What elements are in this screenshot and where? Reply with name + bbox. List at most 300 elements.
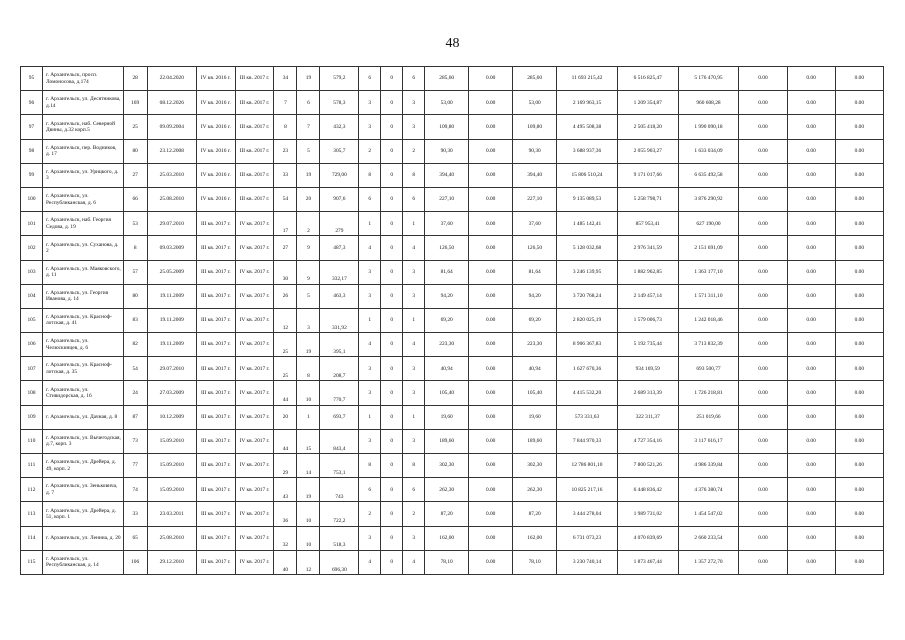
cell-date: 19.11.2009 — [147, 333, 196, 357]
cell-c8: 5 — [297, 284, 320, 308]
cell-addr: г. Архангельск, ул. Зеньковича, д. 7 — [42, 478, 123, 502]
cell-c14: 0.00 — [469, 357, 513, 381]
cell-c7: 23 — [274, 139, 297, 163]
cell-c17: 2 055 903,27 — [617, 139, 678, 163]
cell-c10: 6 — [359, 478, 381, 502]
cell-c7: 33 — [274, 163, 297, 187]
cell-c18: 6 635 492,58 — [678, 163, 739, 187]
cell-c19: 0.00 — [739, 260, 787, 284]
cell-addr: г. Архангельск, ул. Стивидорская, д. 16 — [42, 381, 123, 405]
cell-c8: 19 — [297, 478, 320, 502]
cell-c8: 10 — [297, 526, 320, 550]
cell-c20: 0.00 — [787, 236, 835, 260]
cell-c12: 6 — [403, 187, 425, 211]
cell-c8: 15 — [297, 429, 320, 453]
cell-period_to: IV кв. 2017 г. — [235, 357, 274, 381]
cell-c11: 0 — [381, 502, 403, 526]
cell-c19: 0.00 — [739, 357, 787, 381]
cell-c18: 1 571 311,10 — [678, 284, 739, 308]
cell-period_to: III кв. 2017 г. — [235, 139, 274, 163]
cell-c13: 394,40 — [425, 163, 469, 187]
page-number: 48 — [445, 36, 460, 51]
cell-c18: 4 376 380,74 — [678, 478, 739, 502]
cell-c10: 4 — [359, 333, 381, 357]
cell-c14: 0.00 — [469, 478, 513, 502]
cell-c20: 0.00 — [787, 429, 835, 453]
cell-addr: г. Архангельск, ул. Краснофлотская, д. 41 — [42, 308, 123, 332]
cell-c14: 0.00 — [469, 429, 513, 453]
cell-addr: г. Архангельск, ул. Республиканская, д. 6 — [42, 187, 123, 211]
cell-date: 25.08.2010 — [147, 187, 196, 211]
cell-date: 25.05.2009 — [147, 260, 196, 284]
cell-c21: 0.00 — [835, 405, 883, 429]
cell-date: 09.03.2009 — [147, 236, 196, 260]
cell-c12: 6 — [403, 478, 425, 502]
cell-c21: 0.00 — [835, 381, 883, 405]
cell-year: 25 — [123, 115, 147, 139]
cell-c19: 0.00 — [739, 163, 787, 187]
cell-addr: г. Архангельск, ул. Урицкого, д. 3 — [42, 163, 123, 187]
cell-c16: 3 688 937,36 — [557, 139, 618, 163]
cell-area: 907,6 — [320, 187, 359, 211]
cell-c10: 3 — [359, 260, 381, 284]
cell-c21: 0.00 — [835, 91, 883, 115]
cell-c7: 8 — [274, 115, 297, 139]
cell-area: 729,00 — [320, 163, 359, 187]
cell-c10: 8 — [359, 163, 381, 187]
cell-area: 518,3 — [320, 526, 359, 550]
cell-c16: 573 331,63 — [557, 405, 618, 429]
cell-c13: 94,20 — [425, 284, 469, 308]
cell-period_from: IV кв. 2016 г. — [196, 67, 235, 91]
cell-c16: 5 128 032,68 — [557, 236, 618, 260]
cell-period_from: IV кв. 2016 г. — [196, 91, 235, 115]
cell-c15: 302,30 — [513, 454, 557, 478]
cell-c16: 1 627 670,36 — [557, 357, 618, 381]
cell-year: 80 — [123, 284, 147, 308]
cell-c21: 0.00 — [835, 212, 883, 236]
cell-c18: 627 190,00 — [678, 212, 739, 236]
cell-c19: 0.00 — [739, 502, 787, 526]
cell-year: 106 — [123, 550, 147, 574]
cell-period_from: IV кв. 2016 г. — [196, 115, 235, 139]
cell-c20: 0.00 — [787, 357, 835, 381]
cell-year: 65 — [123, 526, 147, 550]
cell-c13: 40,94 — [425, 357, 469, 381]
cell-c14: 0.00 — [469, 502, 513, 526]
cell-period_to: IV кв. 2017 г. — [235, 236, 274, 260]
cell-c8: 19 — [297, 163, 320, 187]
cell-c10: 6 — [359, 67, 381, 91]
cell-year: 66 — [123, 187, 147, 211]
cell-c19: 0.00 — [739, 381, 787, 405]
cell-c10: 3 — [359, 91, 381, 115]
cell-year: 80 — [123, 139, 147, 163]
cell-addr: г. Архангельск, пер. Водников, д. 17 — [42, 139, 123, 163]
cell-c16: 4 415 532,20 — [557, 381, 618, 405]
cell-c14: 0.00 — [469, 333, 513, 357]
cell-c11: 0 — [381, 187, 403, 211]
cell-year: 8 — [123, 236, 147, 260]
table-row — [21, 308, 884, 332]
cell-c11: 0 — [381, 139, 403, 163]
cell-c7: 26 — [274, 284, 297, 308]
cell-c8: 20 — [297, 187, 320, 211]
cell-c10: 1 — [359, 212, 381, 236]
cell-year: 33 — [123, 502, 147, 526]
cell-c8: 14 — [297, 454, 320, 478]
cell-c18: 2 151 691,09 — [678, 236, 739, 260]
cell-c17: 1 579 006,73 — [617, 308, 678, 332]
cell-c11: 0 — [381, 236, 403, 260]
cell-c15: 87,20 — [513, 502, 557, 526]
cell-c20: 0.00 — [787, 260, 835, 284]
cell-c12: 3 — [403, 260, 425, 284]
cell-period_from: III кв. 2017 г. — [196, 405, 235, 429]
cell-c7: 44 — [274, 381, 297, 405]
cell-period_from: III кв. 2017 г. — [196, 260, 235, 284]
cell-c17: 9 171 017,66 — [617, 163, 678, 187]
cell-c21: 0.00 — [835, 429, 883, 453]
cell-year: 87 — [123, 405, 147, 429]
cell-no: 103 — [21, 260, 43, 284]
cell-c14: 0.00 — [469, 91, 513, 115]
cell-period_to: IV кв. 2017 г. — [235, 454, 274, 478]
cell-c17: 1 209 354,87 — [617, 91, 678, 115]
cell-c15: 81,64 — [513, 260, 557, 284]
cell-c15: 69,20 — [513, 308, 557, 332]
cell-date: 29.12.2010 — [147, 550, 196, 574]
cell-c19: 0.00 — [739, 236, 787, 260]
cell-period_to: III кв. 2017 г. — [235, 91, 274, 115]
cell-c11: 0 — [381, 284, 403, 308]
cell-c13: 162,00 — [425, 526, 469, 550]
cell-c11: 0 — [381, 260, 403, 284]
cell-no: 110 — [21, 429, 43, 453]
cell-c12: 1 — [403, 212, 425, 236]
cell-c15: 37,60 — [513, 212, 557, 236]
cell-c20: 0.00 — [787, 284, 835, 308]
cell-c10: 2 — [359, 139, 381, 163]
cell-period_to: III кв. 2017 г. — [235, 67, 274, 91]
cell-c11: 0 — [381, 212, 403, 236]
table-row — [21, 163, 884, 187]
cell-c20: 0.00 — [787, 163, 835, 187]
cell-no: 114 — [21, 526, 43, 550]
cell-date: 25.08.2010 — [147, 526, 196, 550]
cell-c15: 394,40 — [513, 163, 557, 187]
cell-addr: г. Архангельск, ул. Маяковского, д. 11 — [42, 260, 123, 284]
cell-c21: 0.00 — [835, 67, 883, 91]
cell-c19: 0.00 — [739, 91, 787, 115]
cell-c8: 6 — [297, 91, 320, 115]
cell-c10: 3 — [359, 284, 381, 308]
cell-addr: г. Архангельск, ул. Георгия Иванова, д. 14 — [42, 284, 123, 308]
cell-area: 395,1 — [320, 333, 359, 357]
cell-no: 107 — [21, 357, 43, 381]
cell-c20: 0.00 — [787, 67, 835, 91]
cell-area: 693,7 — [320, 405, 359, 429]
cell-period_to: III кв. 2017 г. — [235, 163, 274, 187]
cell-c14: 0.00 — [469, 260, 513, 284]
cell-c17: 1 989 731,02 — [617, 502, 678, 526]
cell-c18: 1 454 547,02 — [678, 502, 739, 526]
cell-c13: 53,00 — [425, 91, 469, 115]
cell-c12: 8 — [403, 454, 425, 478]
cell-addr: г. Архангельск, ул. Дачная, д. 8 — [42, 405, 123, 429]
cell-c11: 0 — [381, 163, 403, 187]
cell-date: 27.03.2009 — [147, 381, 196, 405]
table-row — [21, 139, 884, 163]
cell-no: 98 — [21, 139, 43, 163]
cell-addr: г. Архангельск, ул. Вычегодская, д.7, корп. 3 — [42, 429, 123, 453]
table-row — [21, 526, 884, 550]
cell-period_to: IV кв. 2017 г. — [235, 526, 274, 550]
cell-period_from: III кв. 2017 г. — [196, 454, 235, 478]
cell-addr: г. Архангельск, ул. Дрейера, д. 51, корп. 1 — [42, 502, 123, 526]
cell-c11: 0 — [381, 478, 403, 502]
cell-c20: 0.00 — [787, 212, 835, 236]
cell-c13: 105,40 — [425, 381, 469, 405]
cell-c18: 1 990 090,18 — [678, 115, 739, 139]
cell-year: 73 — [123, 429, 147, 453]
cell-area: 463,3 — [320, 284, 359, 308]
cell-c12: 3 — [403, 91, 425, 115]
cell-c17: 4 070 839,69 — [617, 526, 678, 550]
cell-c11: 0 — [381, 91, 403, 115]
table-row — [21, 115, 884, 139]
cell-no: 113 — [21, 502, 43, 526]
table-row — [21, 236, 884, 260]
cell-c14: 0.00 — [469, 526, 513, 550]
cell-c15: 78,10 — [513, 550, 557, 574]
cell-c13: 262,30 — [425, 478, 469, 502]
cell-c19: 0.00 — [739, 550, 787, 574]
cell-c16: 6 731 073,23 — [557, 526, 618, 550]
cell-area: 743 — [320, 478, 359, 502]
cell-addr: г. Архангельск, ул. Республиканская, д. 14 — [42, 550, 123, 574]
cell-c8: 10 — [297, 381, 320, 405]
cell-c20: 0.00 — [787, 526, 835, 550]
cell-c18: 1 357 272,70 — [678, 550, 739, 574]
cell-c7: 44 — [274, 429, 297, 453]
cell-c17: 2 505 418,20 — [617, 115, 678, 139]
cell-year: 53 — [123, 212, 147, 236]
cell-c7: 29 — [274, 454, 297, 478]
cell-c15: 90,30 — [513, 139, 557, 163]
cell-period_from: IV кв. 2016 г. — [196, 139, 235, 163]
cell-c14: 0.00 — [469, 163, 513, 187]
cell-c19: 0.00 — [739, 454, 787, 478]
cell-c13: 37,60 — [425, 212, 469, 236]
cell-area: 208,7 — [320, 357, 359, 381]
cell-c17: 2 689 313,39 — [617, 381, 678, 405]
cell-area: 578,3 — [320, 91, 359, 115]
cell-area: 579,2 — [320, 67, 359, 91]
cell-c17: 1 882 962,85 — [617, 260, 678, 284]
cell-area: 332,17 — [320, 260, 359, 284]
cell-c21: 0.00 — [835, 284, 883, 308]
cell-c8: 12 — [297, 550, 320, 574]
cell-date: 10.12.2009 — [147, 405, 196, 429]
cell-no: 97 — [21, 115, 43, 139]
cell-period_to: III кв. 2017 г. — [235, 187, 274, 211]
cell-c13: 81,64 — [425, 260, 469, 284]
cell-c10: 3 — [359, 357, 381, 381]
cell-c8: 19 — [297, 333, 320, 357]
cell-c18: 251 019,66 — [678, 405, 739, 429]
cell-no: 95 — [21, 67, 43, 91]
cell-c13: 109,80 — [425, 115, 469, 139]
cell-no: 111 — [21, 454, 43, 478]
cell-c20: 0.00 — [787, 405, 835, 429]
cell-c19: 0.00 — [739, 429, 787, 453]
cell-c19: 0.00 — [739, 333, 787, 357]
cell-period_to: IV кв. 2017 г. — [235, 381, 274, 405]
cell-c20: 0.00 — [787, 139, 835, 163]
cell-c7: 17 — [274, 212, 297, 236]
cell-c18: 960 608,28 — [678, 91, 739, 115]
cell-c20: 0.00 — [787, 502, 835, 526]
cell-no: 100 — [21, 187, 43, 211]
cell-c17: 857 953,41 — [617, 212, 678, 236]
cell-c15: 162,00 — [513, 526, 557, 550]
cell-c7: 20 — [274, 405, 297, 429]
cell-no: 108 — [21, 381, 43, 405]
cell-c12: 6 — [403, 67, 425, 91]
cell-c15: 109,80 — [513, 115, 557, 139]
cell-year: 28 — [123, 67, 147, 91]
cell-period_from: III кв. 2017 г. — [196, 550, 235, 574]
cell-addr: г. Архангельск, ул. Челюскинцев, д. 6 — [42, 333, 123, 357]
cell-c17: 2 976 341,59 — [617, 236, 678, 260]
cell-c21: 0.00 — [835, 333, 883, 357]
cell-date: 23.03.2011 — [147, 502, 196, 526]
cell-addr: г. Архангельск, просп. Ломоносова, д.174 — [42, 67, 123, 91]
cell-period_to: IV кв. 2017 г. — [235, 308, 274, 332]
cell-c11: 0 — [381, 333, 403, 357]
table-row — [21, 187, 884, 211]
table-row — [21, 284, 884, 308]
cell-no: 109 — [21, 405, 43, 429]
table-row — [21, 333, 884, 357]
cell-c14: 0.00 — [469, 139, 513, 163]
cell-c10: 4 — [359, 550, 381, 574]
cell-period_from: III кв. 2017 г. — [196, 236, 235, 260]
cell-c14: 0.00 — [469, 212, 513, 236]
cell-date: 19.11.2009 — [147, 308, 196, 332]
cell-year: 74 — [123, 478, 147, 502]
cell-no: 105 — [21, 308, 43, 332]
cell-c16: 12 786 801,10 — [557, 454, 618, 478]
cell-c21: 0.00 — [835, 550, 883, 574]
cell-c21: 0.00 — [835, 526, 883, 550]
cell-no: 101 — [21, 212, 43, 236]
cell-date: 15.09.2010 — [147, 478, 196, 502]
cell-c10: 3 — [359, 381, 381, 405]
cell-period_from: III кв. 2017 г. — [196, 478, 235, 502]
cell-c17: 1 873 467,44 — [617, 550, 678, 574]
cell-c15: 227,10 — [513, 187, 557, 211]
cell-c17: 7 800 521,26 — [617, 454, 678, 478]
cell-period_from: III кв. 2017 г. — [196, 284, 235, 308]
cell-c12: 2 — [403, 139, 425, 163]
cell-c20: 0.00 — [787, 478, 835, 502]
cell-c18: 3 876 290,92 — [678, 187, 739, 211]
cell-addr: г. Архангельск, наб. Георгия Седова, д. 19 — [42, 212, 123, 236]
cell-c13: 90,30 — [425, 139, 469, 163]
cell-c20: 0.00 — [787, 308, 835, 332]
cell-period_to: IV кв. 2017 г. — [235, 550, 274, 574]
cell-c7: 12 — [274, 308, 297, 332]
cell-c21: 0.00 — [835, 357, 883, 381]
cell-year: 82 — [123, 333, 147, 357]
cell-c15: 126,50 — [513, 236, 557, 260]
table-row — [21, 91, 884, 115]
cell-c17: 5 258 798,71 — [617, 187, 678, 211]
cell-period_from: III кв. 2017 г. — [196, 429, 235, 453]
cell-c7: 30 — [274, 260, 297, 284]
cell-date: 15.09.2010 — [147, 454, 196, 478]
cell-date: 25.03.2010 — [147, 163, 196, 187]
cell-c11: 0 — [381, 405, 403, 429]
cell-c12: 4 — [403, 236, 425, 260]
cell-c11: 0 — [381, 308, 403, 332]
cell-c18: 2 660 233,54 — [678, 526, 739, 550]
cell-c13: 302,30 — [425, 454, 469, 478]
cell-c10: 4 — [359, 236, 381, 260]
cell-c20: 0.00 — [787, 187, 835, 211]
cell-c14: 0.00 — [469, 284, 513, 308]
cell-period_to: IV кв. 2017 г. — [235, 212, 274, 236]
cell-c16: 7 844 970,33 — [557, 429, 618, 453]
cell-c12: 3 — [403, 115, 425, 139]
cell-c18: 1 633 034,09 — [678, 139, 739, 163]
cell-c14: 0.00 — [469, 405, 513, 429]
cell-c8: 2 — [297, 212, 320, 236]
cell-c21: 0.00 — [835, 478, 883, 502]
cell-c13: 285,60 — [425, 67, 469, 91]
cell-area: 696,30 — [320, 550, 359, 574]
cell-area: 770,7 — [320, 381, 359, 405]
cell-c19: 0.00 — [739, 526, 787, 550]
cell-c11: 0 — [381, 67, 403, 91]
cell-c18: 3 117 616,17 — [678, 429, 739, 453]
cell-c12: 3 — [403, 381, 425, 405]
cell-c12: 3 — [403, 429, 425, 453]
cell-year: 54 — [123, 357, 147, 381]
cell-c17: 934 169,59 — [617, 357, 678, 381]
cell-year: 27 — [123, 163, 147, 187]
cell-c12: 4 — [403, 333, 425, 357]
cell-c8: 5 — [297, 139, 320, 163]
table-row — [21, 550, 884, 574]
cell-no: 106 — [21, 333, 43, 357]
cell-addr: г. Архангельск, наб. Северной Двины, д.32 корп.5 — [42, 115, 123, 139]
cell-year: 77 — [123, 454, 147, 478]
cell-c15: 189,60 — [513, 429, 557, 453]
cell-c16: 9 135 089,53 — [557, 187, 618, 211]
cell-c8: 3 — [297, 308, 320, 332]
cell-c21: 0.00 — [835, 187, 883, 211]
cell-c11: 0 — [381, 429, 403, 453]
cell-c12: 3 — [403, 526, 425, 550]
cell-c14: 0.00 — [469, 550, 513, 574]
table-body — [21, 67, 884, 575]
cell-c17: 2 149 457,14 — [617, 284, 678, 308]
cell-year: 57 — [123, 260, 147, 284]
cell-c7: 7 — [274, 91, 297, 115]
